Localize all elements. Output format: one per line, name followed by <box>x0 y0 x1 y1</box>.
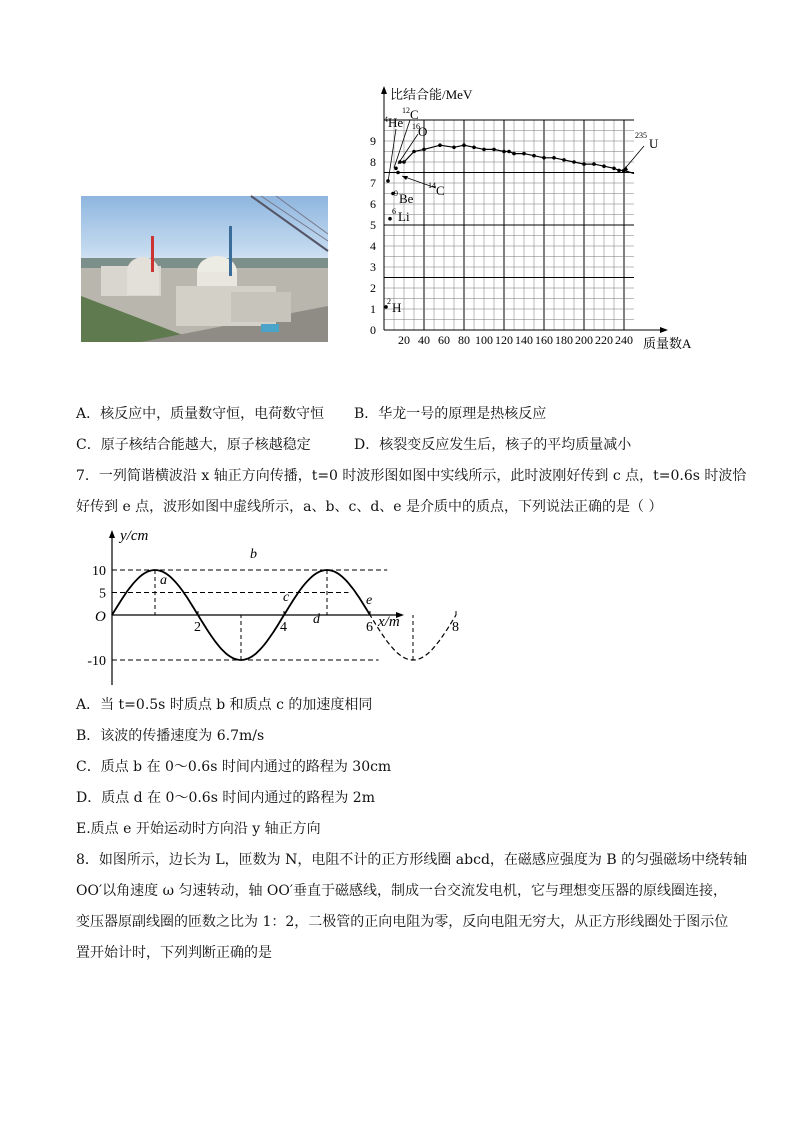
option-7d[interactable]: D．质点 d 在 0～0.6s 时间内通过的路程为 2m <box>76 790 375 806</box>
x-tick-label: 100 <box>475 333 493 347</box>
data-point <box>492 148 496 152</box>
data-point <box>562 158 566 162</box>
data-point <box>522 152 526 156</box>
point-a: a <box>160 573 167 588</box>
x-tick-label: 6 <box>366 620 373 635</box>
x-tick-label: 160 <box>535 333 553 347</box>
option-6d[interactable]: D．核裂变反应发生后，核子的平均质量减小 <box>354 437 632 453</box>
x-tick-label: 220 <box>595 333 613 347</box>
x-tick-label: 120 <box>495 333 513 347</box>
y-tick-label: 7 <box>370 176 376 190</box>
data-point <box>552 156 556 160</box>
be9-mass-number: 9 <box>394 189 398 198</box>
data-point <box>438 143 442 147</box>
data-point <box>402 160 406 164</box>
y-axis-arrow <box>381 86 387 94</box>
question-8-line-1: 8．如图所示，边长为 L，匝数为 N，电阻不计的正方形线圈 abcd，在磁感应强度为 B 的匀强磁场中绕转轴 <box>76 852 748 868</box>
binding-energy-chart <box>360 82 700 362</box>
data-point <box>396 171 400 175</box>
data-point <box>412 150 416 154</box>
c14-mass-number: 14 <box>428 181 436 190</box>
o16-label: O <box>418 124 428 139</box>
data-point <box>572 160 576 164</box>
c14-label: C <box>436 183 445 198</box>
data-point <box>617 169 621 173</box>
question-8-line-4: 置开始计时，下列判断正确的是 <box>76 945 272 961</box>
y-tick-label: -10 <box>87 654 106 669</box>
c12-label: C <box>410 107 419 122</box>
y-tick-label: 9 <box>370 134 376 148</box>
question-7-line-1: 7．一列简谐横波沿 x 轴正方向传播，t=0 时波形图如图中实线所示，此时波刚好传到 c 点，t=0.6s 时波恰 <box>76 468 747 484</box>
data-point <box>388 217 392 221</box>
li6-label: Li <box>398 209 410 224</box>
data-point <box>452 146 456 150</box>
option-7a[interactable]: A．当 t=0.5s 时质点 b 和质点 c 的加速度相同 <box>76 697 373 713</box>
x-tick-label: 80 <box>458 333 470 347</box>
u235-label: U <box>649 136 659 151</box>
h2-mass-number: 2 <box>387 297 391 306</box>
y-tick-label: 0 <box>370 323 376 337</box>
data-point <box>472 146 476 150</box>
data-point <box>502 150 506 154</box>
he-mass-number: 4 <box>384 115 388 124</box>
point-d: d <box>313 612 320 627</box>
data-point <box>542 156 546 160</box>
x-tick-label: 8 <box>452 620 459 635</box>
c12-mass-number: 12 <box>402 106 410 115</box>
question-8-line-2: OO′以角速度 ω 匀速转动，轴 OO′垂直于磁感线，制成一台交流发电机，它与理想变压器的原线圈连接， <box>76 883 728 899</box>
x-tick-label: 60 <box>438 333 450 347</box>
data-point <box>512 152 516 156</box>
data-point <box>592 162 596 166</box>
option-6b[interactable]: B．华龙一号的原理是热核反应 <box>354 406 547 422</box>
y-axis-label: 比结合能/MeV <box>390 87 473 102</box>
y-tick-label: 4 <box>370 239 376 253</box>
be9-label: Be <box>399 191 414 206</box>
data-point <box>482 148 486 152</box>
data-point <box>507 150 511 154</box>
point-c: c <box>283 590 290 605</box>
o16-mass-number: 16 <box>412 122 420 131</box>
option-6a[interactable]: A．核反应中，质量数守恒，电荷数守恒 <box>76 406 325 422</box>
nuclear-plant-photo <box>81 196 328 342</box>
x-tick-label: 240 <box>615 333 633 347</box>
option-7c[interactable]: C．质点 b 在 0～0.6s 时间内通过的路程为 30cm <box>76 759 392 775</box>
li6-mass-number: 6 <box>392 207 396 216</box>
wave-chart <box>80 520 459 690</box>
x-axis-arrow <box>660 327 668 333</box>
data-point <box>532 154 536 158</box>
x-tick-label: 40 <box>418 333 430 347</box>
x-tick-label: 20 <box>398 333 410 347</box>
x-tick-label: 180 <box>555 333 573 347</box>
y-tick-label: 8 <box>370 155 376 169</box>
x-tick-label: 4 <box>280 620 287 635</box>
question-8-line-3: 变压器原副线圈的匝数之比为 1：2，二极管的正向电阻为零，反向电阻无穷大，从正方形线圈处于图示位 <box>76 914 729 930</box>
x-axis-label: x/m <box>378 614 400 630</box>
origin-label: O <box>95 609 106 625</box>
data-point <box>422 148 426 152</box>
y-tick-label: 2 <box>370 281 376 295</box>
point-e: e <box>366 593 373 608</box>
binding-energy-curve <box>400 145 634 173</box>
data-point <box>602 164 606 168</box>
u235-mass-number: 235 <box>635 131 647 140</box>
y-tick-label: 10 <box>92 564 106 579</box>
data-point <box>582 162 586 166</box>
y-tick-label: 1 <box>370 302 376 316</box>
data-point <box>462 143 466 147</box>
x-tick-label: 200 <box>575 333 593 347</box>
y-axis-label: y/cm <box>120 528 149 544</box>
x-tick-label: 140 <box>515 333 533 347</box>
data-point <box>612 167 616 171</box>
y-tick-label: 5 <box>99 586 106 602</box>
x-tick-label: 2 <box>194 620 201 635</box>
point-b: b <box>250 547 257 562</box>
x-axis-label: 质量数A <box>643 336 692 351</box>
y-tick-label: 6 <box>370 197 376 211</box>
h2-label: H <box>392 300 402 315</box>
option-6c[interactable]: C．原子核结合能越大，原子核越稳定 <box>76 437 311 453</box>
he-label: He <box>388 115 404 130</box>
option-7e[interactable]: E.质点 e 开始运动时方向沿 y 轴正方向 <box>76 821 321 837</box>
y-tick-label: 5 <box>370 218 376 232</box>
y-tick-label: 3 <box>370 260 376 274</box>
option-7b[interactable]: B．该波的传播速度为 6.7m/s <box>76 728 265 744</box>
question-7-line-2: 好传到 e 点，波形如图中虚线所示，a、b、c、d、e 是介质中的质点，下列说法正确的是（ ） <box>76 499 663 515</box>
